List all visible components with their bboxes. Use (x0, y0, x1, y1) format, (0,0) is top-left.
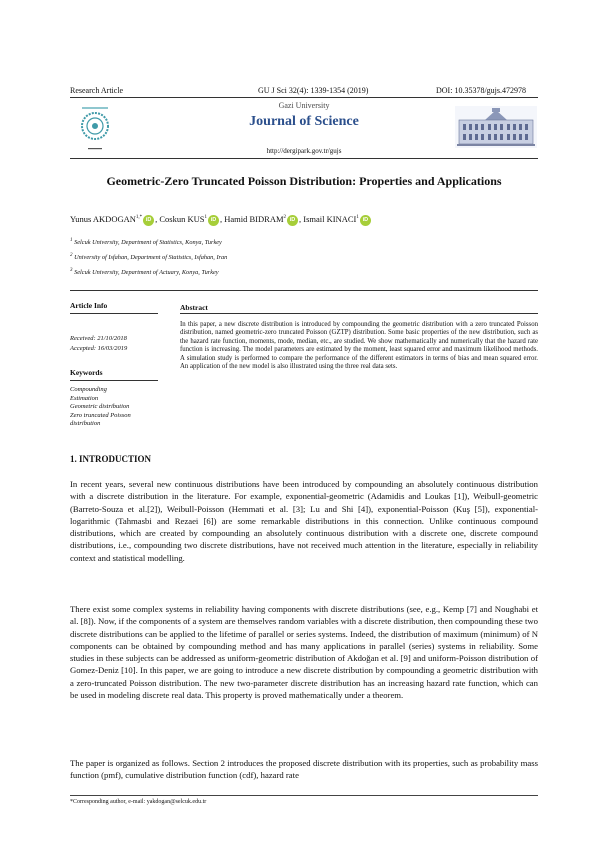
footnote-rule (70, 795, 538, 796)
affiliation-rule (70, 290, 538, 291)
abstract-heading: Abstract (180, 303, 208, 312)
article-type: Research Article (70, 86, 124, 95)
keyword: Geometric distribution (70, 403, 130, 410)
paragraph: There exist some complex systems in reliability having components with discrete distributions (see, e.g., Kemp [7] and Noughabi et al. [8]). Now, if the components of a system are themselves random variables with a discrete distribution, then compounding these two discrete distributions can be applied to the lifetime of parallel or series systems. Indeed, the distribution of maximum (minimum) of N components can be obtained by compounding method and has many applications in parallel (series) systems in reliability. Some studies in these subjects can be addressed as uniform-geometric distribution of Akdoğan et al. [9] and uniform-Poisson distribution of Gomez-Deniz [10]. In this paper, we are going to introduce a new discrete distribution by compounding a geometric distribution with a zero-truncated Poisson distribution. The new two-parameter discrete distribution has an increasing hazard rate function, which can be used in modeling discrete real data. This property is proved mathematically under a theorem. (70, 604, 538, 701)
author-list: Yunus $AKDOGAN^{1,*}$ iD , Coskun KUS$^1$ iD , Hamid BIDRAM$^2$ iD , Ismail KINACI$^1$ iD (70, 214, 540, 226)
keywords-heading: Keywords (70, 368, 103, 377)
masthead-rule (70, 158, 538, 159)
citation: GU J Sci 32(4): 1339-1354 (2019) (258, 86, 369, 95)
keywords-rule (70, 380, 158, 381)
affiliation-2: $^2$ University of Isfahan, Department of Statistics, Isfahan, Iran (70, 253, 228, 262)
paper-title: Geometric-Zero Truncated Poisson Distribution: Properties and Applications (106, 174, 502, 188)
affiliation-1: $^1$ Selcuk University, Department of Statistics, Konya, Turkey (70, 238, 222, 247)
abstract-text: In this paper, a new discrete distribution is introduced by compounding the geometric distribution with a zero truncated Poisson distribution, named geometric-zero truncated Poisson (GZTP) distribution. Some basic properties of the new distribution, such as the hazard rate function, moments, mode, median, etc., are studied. We show mathematically and numerically that the hazard rate function is increasing. The model parameters are estimated by the moment, least squared error and maximum likelihood methods. A simulation study is performed to compare the performance of the different estimators in terms of bias and mean squared error. An application of the new model is also illustrated using the three real data sets. (180, 321, 538, 371)
paragraph: The paper is organized as follows. Section 2 introduces the proposed discrete distribution with its properties, such as probability mass function (pmf), cumulative distribution function (cdf), hazard rate (70, 758, 538, 781)
footnote: *Corresponding author, e-mail: yakdogan@selcuk.edu.tr (70, 799, 207, 805)
keyword: Estimation (70, 394, 99, 402)
orcid-icon[interactable]: iD (360, 215, 371, 226)
affiliation-3: $^3$ Selcuk University, Department of Actuary, Konya, Turkey (70, 268, 219, 277)
author-4: Ismail KINACI$^1$ iD (303, 214, 372, 224)
accepted-date: Accepted: 16/03/2019 (70, 344, 128, 352)
building-image-icon (455, 106, 537, 148)
author-1: Yunus $AKDOGAN^{1,*}$ iD (70, 214, 155, 224)
header-rule (70, 97, 538, 98)
journal-name: Journal of Science (249, 114, 359, 129)
article-info-rule (70, 313, 158, 314)
orcid-icon[interactable]: iD (287, 215, 298, 226)
section-heading: 1. INTRODUCTION (70, 454, 152, 464)
doi[interactable]: DOI: 10.35378/gujs.472978 (436, 86, 526, 95)
journal-url-link[interactable]: http://dergipark.gov.tr/gujs (266, 147, 342, 155)
paragraph: In recent years, several new continuous distributions have been introduced by compounding an absolutely continuous distribution with a discrete distribution in the literature. For example, exponential-geometric (Adamidis and Loukas [1]), Weibull-geometric (Barreto-Souza et al.[2]), Weibull-Poisson (Hemmati et al. [3]; Lu and Shi [4]), exponential-Poisson (Kuş [5]), exponential-logarithmic (Tahmasbi and Rezaei [6]) are some remarkable distributions in this connection. Unlike continuous compound distributions, which are created by compounding an absolutely continuous distribution with a discrete one, discrete compound distributions, i.e., compounding two discrete distributions, have not received much attention in the literature, especially in reliability context and statistical modelling. (70, 479, 538, 563)
author-3: Hamid BIDRAM$^2$ iD (224, 214, 299, 224)
keyword: Zero truncated Poisson distribution (70, 411, 131, 427)
keyword-list (70, 386, 162, 429)
received-date: Received: 21/10/2018 (70, 335, 127, 342)
university-name: Gazi University (278, 101, 330, 110)
keyword: Compounding (70, 386, 107, 393)
author-2: Coskun KUS$^1$ iD (159, 214, 220, 224)
article-info-heading: Article Info (70, 301, 108, 310)
article-dates (70, 334, 127, 353)
orcid-icon[interactable]: iD (143, 215, 154, 226)
orcid-icon[interactable]: iD (208, 215, 219, 226)
abstract-rule (180, 313, 538, 314)
